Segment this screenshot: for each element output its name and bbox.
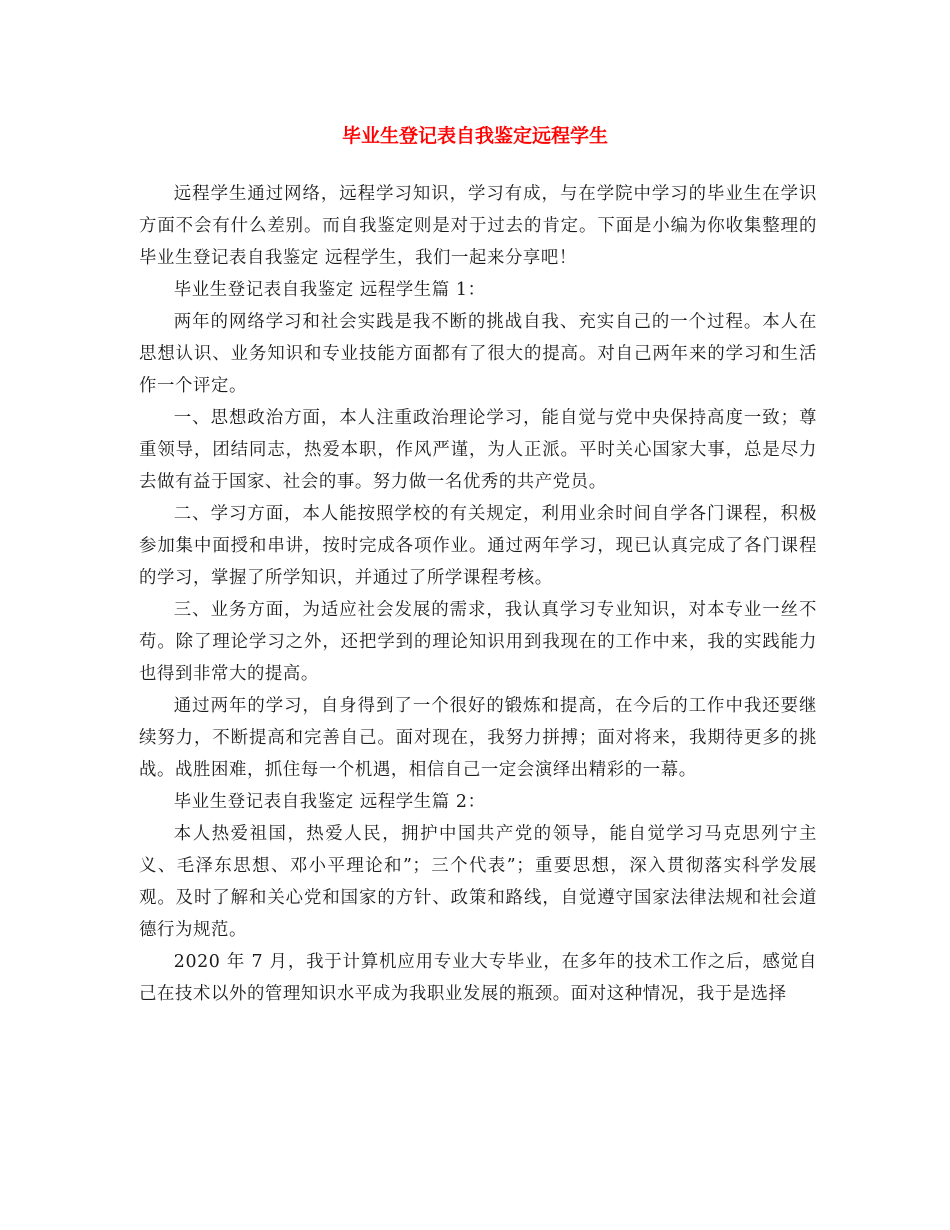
paragraph: 三、业务方面，为适应社会发展的需求，我认真学习专业知识，对本专业一丝不苟。除了理论学习之外，还把学到的理论知识用到我现在的工作中来，我的实践能力也得到非常大的提高。: [139, 600, 817, 684]
paragraph-intro: 远程学生通过网络，远程学习知识，学习有成，与在学院中学习的毕业生在学识方面不会有什么差别。而自我鉴定则是对于过去的肯定。下面是小编为你收集整理的毕业生登记表自我鉴定 远程学生，我们一起来分享吧！: [139, 184, 817, 268]
paragraph: 两年的网络学习和社会实践是我不断的挑战自我、充实自己的一个过程。本人在思想认识、业务知识和专业技能方面都有了很大的提高。对自己两年来的学习和生活作一个评定。: [139, 312, 817, 396]
paragraph: 2020 年 7 月，我于计算机应用专业大专毕业，在多年的技术工作之后，感觉自己在技术以外的管理知识水平成为我职业发展的瓶颈。面对这种情况，我于是选择: [139, 952, 817, 1004]
paragraph: 一、思想政治方面，本人注重政治理论学习，能自觉与党中央保持高度一致；尊重领导，团结同志，热爱本职，作风严谨，为人正派。平时关心国家大事，总是尽力去做有益于国家、社会的事。努力做一名优秀的共产党员。: [139, 408, 817, 492]
section-heading-1: 毕业生登记表自我鉴定 远程学生篇 1：: [173, 280, 486, 300]
paragraph: 通过两年的学习，自身得到了一个很好的锻炼和提高，在今后的工作中我还要继续努力，不断提高和完善自己。面对现在，我努力拼搏；面对将来，我期待更多的挑战。战胜困难，抓住每一个机遇，相信自己一定会演绎出精彩的一幕。: [139, 696, 817, 780]
section-heading-2: 毕业生登记表自我鉴定 远程学生篇 2：: [173, 792, 486, 812]
document-title: 毕业生登记表自我鉴定远程学生: [341, 125, 608, 147]
paragraph: 二、学习方面，本人能按照学校的有关规定，利用业余时间自学各门课程，积极参加集中面授和串讲，按时完成各项作业。通过两年学习，现已认真完成了各门课程的学习，掌握了所学知识，并通过了所学课程考核。: [139, 504, 817, 588]
paragraph: 本人热爱祖国，热爱人民，拥护中国共产党的领导，能自觉学习马克思列宁主义、毛泽东思想、邓小平理论和”；三个代表”；重要思想，深入贯彻落实科学发展观。及时了解和关心党和国家的方针、政策和路线，自觉遵守国家法律法规和社会道德行为规范。: [139, 824, 817, 940]
document-body: [139, 178, 817, 1010]
